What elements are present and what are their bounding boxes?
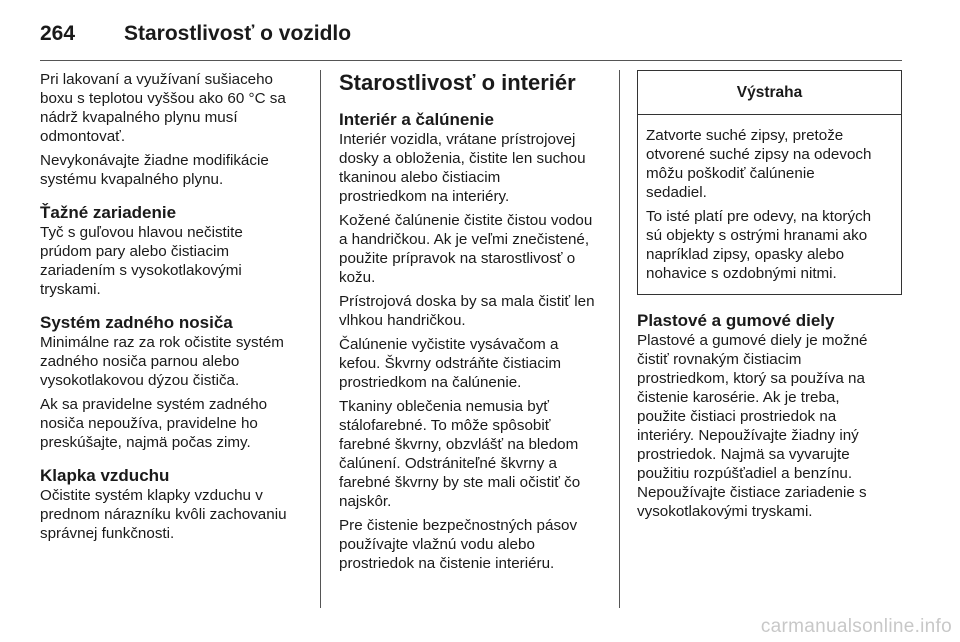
- text-line: a handričkou. Ak je veľmi znečistené,: [339, 231, 590, 248]
- heading-rear-carrier: Systém zadného nosiča: [40, 313, 233, 332]
- text-line: dosky a obloženia, čistite len suchou: [339, 150, 586, 167]
- watermark: carmanualsonline.info: [760, 616, 952, 637]
- page-header: [40, 18, 902, 58]
- text-line: farebné škvrny by ste mali očistiť čo: [339, 474, 581, 491]
- paragraph-leather: [339, 211, 605, 287]
- text-line: farebné škvrny, obzvlášť na bledom: [339, 436, 579, 453]
- column-left: [40, 70, 308, 548]
- text-line: Plastové a gumové diely je možné: [637, 332, 868, 349]
- text-line: nohavice s ozdobnými nitmi.: [646, 265, 837, 282]
- text-line: Čalúnenie vyčistite vysávačom a: [339, 336, 559, 353]
- paragraph-lpg-intro: [40, 70, 308, 146]
- warning-box: [637, 70, 902, 295]
- text-line: Ak sa pravidelne systém zadného: [40, 396, 268, 413]
- column-right: [637, 70, 902, 526]
- paragraph-seatbelts: [339, 516, 605, 573]
- text-line: vlhkou handričkou.: [339, 312, 466, 329]
- text-line: používajte vlažnú vodu alebo: [339, 536, 535, 553]
- text-line: môžu poškodiť čalúnenie: [646, 165, 815, 182]
- text-line: napríklad zipsy, opasky alebo: [646, 246, 845, 263]
- text-line: použite čistiaci prostriedok na: [637, 408, 837, 425]
- text-line: správnej funkčnosti.: [40, 525, 175, 542]
- chapter-title: Starostlivosť o vozidlo: [124, 22, 352, 45]
- paragraph-dashboard: [339, 292, 605, 330]
- paragraph-fabrics: [339, 397, 605, 511]
- text-line: Nevykonávajte žiadne modifikácie: [40, 152, 269, 169]
- heading-air-flap: Klapka vzduchu: [40, 466, 170, 485]
- heading-interior-upholstery: Interiér a čalúnenie: [339, 110, 494, 129]
- text-line: vysokotlakovými tryskami.: [637, 503, 813, 520]
- text-line: Prístrojová doska by sa mala čistiť len: [339, 293, 595, 310]
- warning-title: Výstraha: [638, 71, 901, 115]
- paragraph-rear-carrier-check: [40, 395, 308, 452]
- text-line: sú objekty s ostrými hranami ako: [646, 227, 868, 244]
- text-line: použite prípravok na starostlivosť o: [339, 250, 576, 267]
- text-line: Kožené čalúnenie čistite čistou vodou: [339, 212, 593, 229]
- text-line: prostriedkom na čalúnenie.: [339, 374, 522, 391]
- text-line: kožu.: [339, 269, 376, 286]
- paragraph-upholstery: [339, 335, 605, 392]
- text-line: čistenie karosérie. Ak je treba,: [637, 389, 840, 406]
- text-line: stálofarebné. To môže spôsobiť: [339, 417, 551, 434]
- text-line: Nepoužívajte čistiace zariadenie s: [637, 484, 867, 501]
- paragraph-air-flap: [40, 486, 308, 543]
- paragraph-plastic-rubber: [637, 331, 902, 521]
- text-line: Pre čistenie bezpečnostných pásov: [339, 517, 578, 534]
- section-title-interior: Starostlivosť o interiér: [339, 70, 576, 95]
- text-line: čistiť rovnakým čistiacim: [637, 351, 802, 368]
- text-line: nádrž kvapalného plynu musí: [40, 109, 238, 126]
- heading-towing: Ťažné zariadenie: [40, 203, 177, 222]
- text-line: prúdom pary alebo čistiacim: [40, 243, 230, 260]
- text-line: Minimálne raz za rok očistite systém: [40, 334, 284, 351]
- paragraph-interior: [339, 130, 605, 206]
- text-line: prostriedok. Najmä sa vyvarujte: [637, 446, 850, 463]
- text-line: použitiu rozpúšťadiel a benzínu.: [637, 465, 853, 482]
- text-line: Tkaniny oblečenia nemusia byť: [339, 398, 549, 415]
- text-line: sedadiel.: [646, 184, 707, 201]
- text-line: vysokotlakovou dýzou čističa.: [40, 372, 240, 389]
- column-divider-1: [320, 70, 321, 608]
- text-line: kefou. Škvrny odstráňte čistiacim: [339, 355, 561, 372]
- text-line: nosiča nepoužíva, pravidelne ho: [40, 415, 258, 432]
- text-line: preskúšajte, najmä počas zimy.: [40, 434, 251, 451]
- text-line: najskôr.: [339, 493, 392, 510]
- text-line: prostriedkom, ktorý sa používa na: [637, 370, 865, 387]
- text-line: otvorené suché zipsy na odevoch: [646, 146, 872, 163]
- text-line: zadného nosiča parnou alebo: [40, 353, 240, 370]
- text-line: interiéry. Nepoužívajte žiadny iný: [637, 427, 859, 444]
- text-line: prostriedkom na interiéry.: [339, 188, 510, 205]
- warning-paragraph-sharp-objects: [646, 207, 893, 283]
- text-line: To isté platí pre odevy, na ktorých: [646, 208, 872, 225]
- text-line: odmontovať.: [40, 128, 126, 145]
- text-line: tryskami.: [40, 281, 101, 298]
- text-line: Zatvorte suché zipsy, pretože: [646, 127, 844, 144]
- text-line: boxu s teplotou vyššou ako 60 °C sa: [40, 90, 286, 107]
- paragraph-towing: [40, 223, 308, 299]
- text-line: zariadením s vysokotlakovými: [40, 262, 242, 279]
- text-line: tkaninou alebo čistiacim: [339, 169, 501, 186]
- header-divider: [40, 60, 902, 61]
- page-number: 264: [40, 22, 76, 45]
- text-line: Interiér vozidla, vrátane prístrojovej: [339, 131, 576, 148]
- column-middle: [339, 70, 605, 578]
- heading-plastic-rubber: Plastové a gumové diely: [637, 311, 835, 330]
- column-divider-2: [619, 70, 620, 608]
- paragraph-rear-carrier: [40, 333, 308, 390]
- text-line: Tyč s guľovou hlavou nečistite: [40, 224, 243, 241]
- warning-paragraph-zippers: [646, 126, 893, 202]
- text-line: čalúnení. Odstrániteľné škvrny a: [339, 455, 558, 472]
- text-line: prostriedok na čistenie interiéru.: [339, 555, 555, 572]
- text-line: prednom nárazníku kvôli zachovaniu: [40, 506, 287, 523]
- text-line: Pri lakovaní a využívaní sušiaceho: [40, 71, 273, 88]
- paragraph-lpg-modifications: [40, 151, 308, 189]
- text-line: Očistite systém klapky vzduchu v: [40, 487, 263, 504]
- warning-body: [638, 115, 901, 294]
- text-line: systému kvapalného plynu.: [40, 171, 224, 188]
